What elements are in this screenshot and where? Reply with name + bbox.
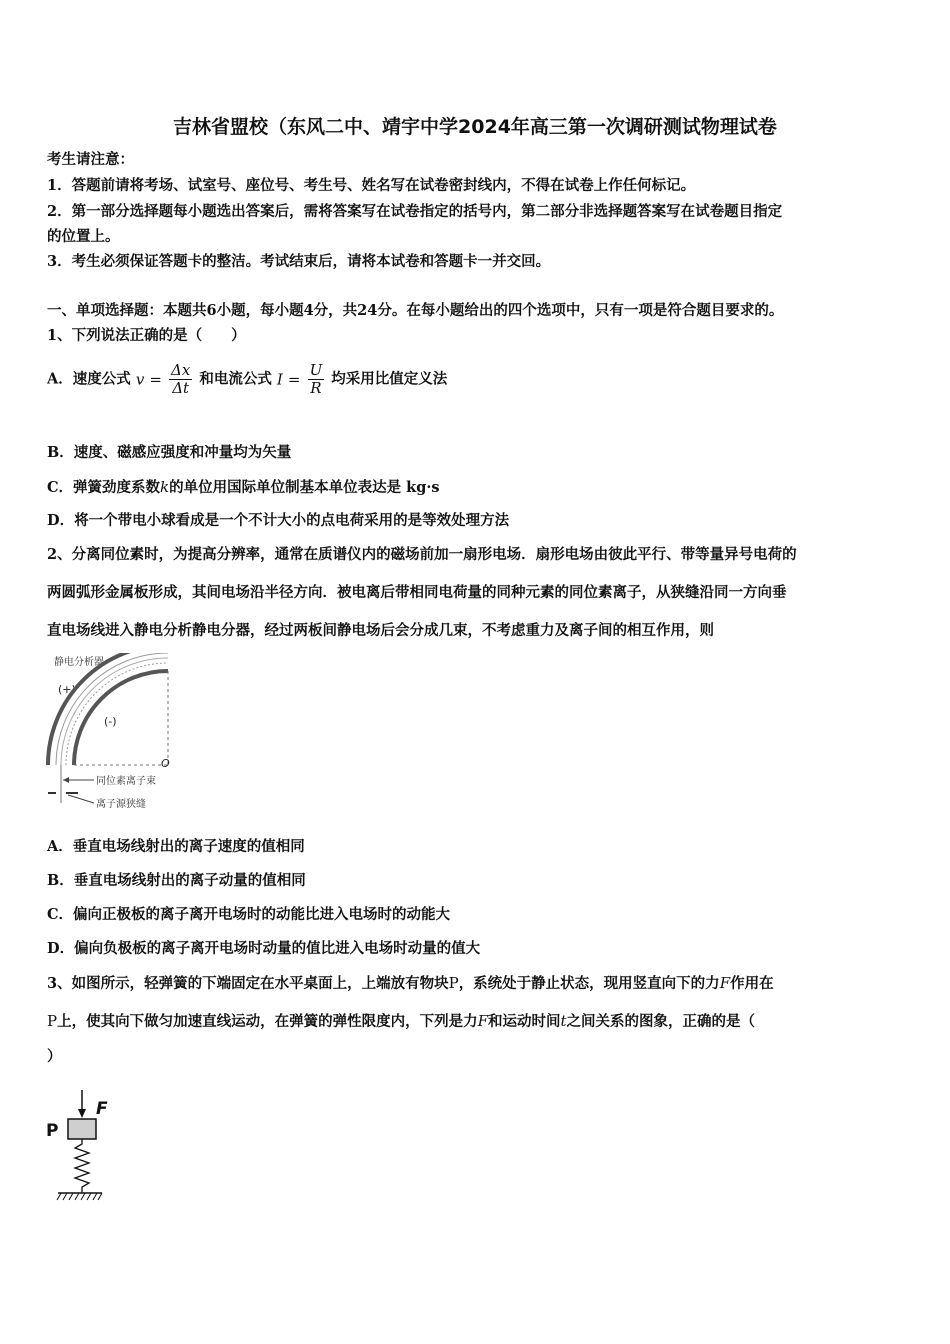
q3-l2-t: t bbox=[560, 1012, 567, 1030]
current-fraction bbox=[308, 362, 325, 397]
q2-option-a: A．垂直电场线射出的离子速度的值相同 bbox=[47, 838, 305, 855]
q3-l2-b: 和运动时间 bbox=[488, 1013, 561, 1030]
fraction-denominator: R bbox=[310, 379, 322, 397]
electrostatic-analyzer-figure bbox=[44, 653, 184, 818]
q1-a-mid: 和电流公式 bbox=[199, 370, 272, 388]
q3-l1-f: F bbox=[719, 974, 731, 992]
q3-stem-line-1 bbox=[47, 973, 774, 994]
slit-pointer bbox=[68, 795, 94, 803]
notice-item-3: 3．考生必须保证答题卡的整洁。考试结束后，请将本试卷和答题卡一并交回。 bbox=[47, 253, 551, 270]
q1-a-eq1: = bbox=[149, 370, 162, 389]
q1-option-d: D．将一个带电小球看成是一个不计大小的点电荷采用的是等效处理方法 bbox=[47, 512, 510, 529]
q2-option-d: D．偏向负极板的离子离开电场时动量的值比进入电场时动量的值大 bbox=[47, 940, 481, 957]
q3-stem-line-3: ） bbox=[47, 1048, 62, 1065]
q1-c-k: k bbox=[160, 478, 170, 496]
q1-option-b: B．速度、磁感应强度和冲量均为矢量 bbox=[47, 444, 292, 461]
q1-a-v: v bbox=[135, 370, 145, 389]
fraction-denominator: Δt bbox=[172, 379, 190, 397]
notice-heading: 考生请注意： bbox=[47, 151, 134, 168]
figure-label-o: O bbox=[161, 757, 170, 770]
inner-plate bbox=[74, 671, 168, 765]
outer-plate bbox=[48, 653, 168, 765]
notice-item-2: 2．第一部分选择题每小题选出答案后，需将答案写在试卷指定的括号内，第二部分非选择题答案写在试卷题目指定 bbox=[47, 203, 783, 220]
ground-hatching bbox=[57, 1193, 102, 1200]
fraction-numerator: U bbox=[309, 361, 323, 379]
q3-l2-p: P bbox=[47, 1012, 58, 1030]
figure-label-title: 静电分析器 bbox=[54, 657, 104, 668]
page-title: 吉林省盟校（东风二中、靖宇中学2024年高三第一次调研测试物理试卷 bbox=[173, 116, 777, 138]
notice-item-2-cont: 的位置上。 bbox=[47, 228, 120, 245]
q1-stem: 1、下列说法正确的是（ ） bbox=[47, 327, 246, 344]
figure-label-plus: (+) bbox=[58, 683, 76, 696]
q3-l2-a: 上，使其向下做匀加速直线运动，在弹簧的弹性限度内，下列是力 bbox=[57, 1013, 478, 1030]
q3-l2-f: F bbox=[477, 1012, 489, 1030]
notice-item-1: 1．答题前请将考场、试室号、座位号、考生号、姓名写在试卷密封线内，不得在试卷上作任何标记。 bbox=[47, 177, 696, 194]
q3-l1-a: 3、如图所示，轻弹簧的下端固定在水平桌面上，上端放有物块 bbox=[47, 975, 449, 992]
q3-l1-c: 作用在 bbox=[730, 975, 774, 992]
ion-path-dashed bbox=[66, 663, 168, 765]
fraction-numerator: Δx bbox=[171, 361, 191, 379]
q2-stem-line-1: 2、分离同位素时，为提高分辨率，通常在质谱仪内的磁场前加一扇形电场．扇形电场由彼此平行、带等量异号电荷的 bbox=[47, 546, 797, 563]
q1-option-c bbox=[47, 477, 440, 498]
q1-option-a bbox=[47, 362, 447, 397]
figure-label-minus: (-) bbox=[104, 715, 117, 728]
figure-label-beam: 同位素离子束 bbox=[96, 776, 156, 787]
q2-stem-line-3: 直电场线进入静电分析静电分器，经过两板间静电场后会分成几束，不考虑重力及离子间的相互作用，则 bbox=[47, 622, 714, 639]
q2-option-b: B．垂直电场线射出的离子动量的值相同 bbox=[47, 872, 306, 889]
figure-label-p: P bbox=[46, 1121, 59, 1141]
q1-a-eq2: = bbox=[287, 370, 301, 389]
q3-l2-c: 之间关系的图象，正确的是（ bbox=[566, 1013, 756, 1030]
spring-block-figure bbox=[44, 1090, 124, 1210]
q2-stem-line-2: 两圆弧形金属板形成，其间电场沿半径方向．被电离后带相同电荷量的同种元素的同位素离子，从狭缝沿同一方向垂 bbox=[47, 584, 787, 601]
q1-a-i: I bbox=[276, 370, 283, 389]
ion-path-outer bbox=[56, 653, 168, 765]
q3-l1-p: P bbox=[448, 974, 459, 992]
section-heading: 一、单项选择题：本题共6小题，每小题4分，共24分。在每小题给出的四个选项中，只有一项是符合题目要求的。 bbox=[47, 302, 784, 319]
figure-label-slit: 离子源狭缝 bbox=[96, 799, 146, 810]
beam-arrow-icon bbox=[63, 777, 69, 783]
force-arrow-icon bbox=[78, 1109, 86, 1118]
q2-option-c: C．偏向正极板的离子离开电场时的动能比进入电场时的动能大 bbox=[47, 906, 451, 923]
q1-c-prefix: C．弹簧劲度系数 bbox=[47, 479, 161, 496]
q1-a-suffix: 均采用比值定义法 bbox=[331, 370, 448, 388]
block-p bbox=[68, 1119, 96, 1139]
q1-c-suffix: 的单位用国际单位制基本单位表达是 kg·s bbox=[169, 479, 440, 496]
q3-l1-b: ，系统处于静止状态，现用竖直向下的力 bbox=[458, 975, 720, 992]
velocity-fraction bbox=[169, 362, 192, 397]
spring bbox=[75, 1139, 89, 1193]
figure-label-f: F bbox=[96, 1099, 108, 1119]
q1-a-prefix: A．速度公式 bbox=[47, 370, 131, 388]
q3-stem-line-2 bbox=[47, 1011, 755, 1032]
